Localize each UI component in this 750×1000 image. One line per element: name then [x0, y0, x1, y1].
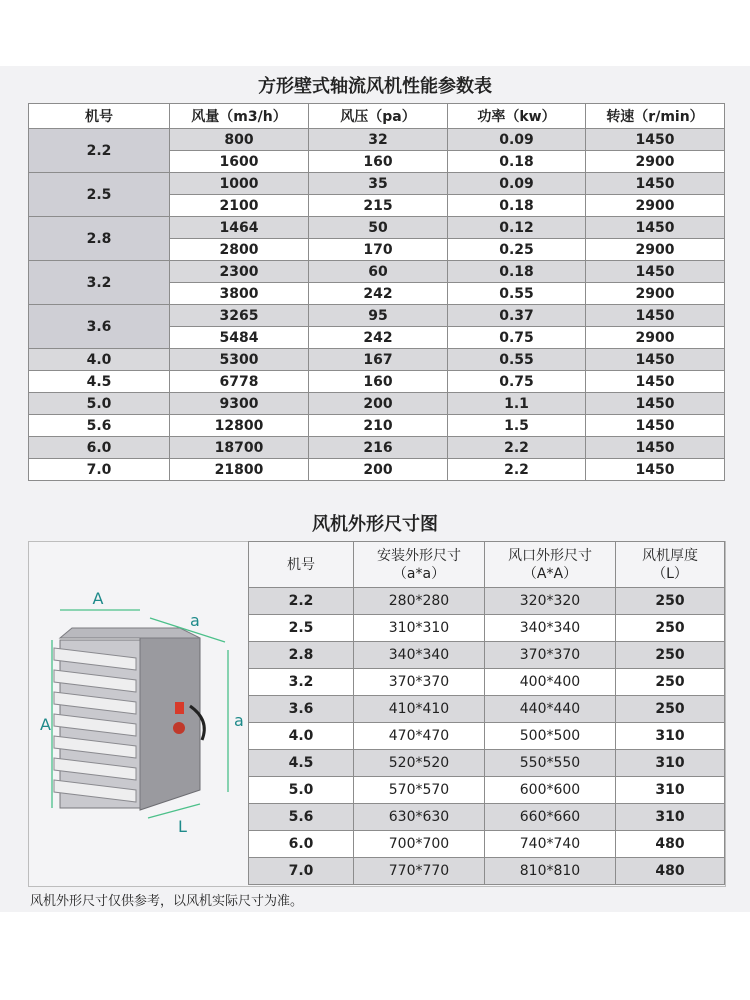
label-L: L — [178, 817, 187, 836]
table-cell: 12800 — [170, 415, 309, 437]
table-cell: 2.8 — [249, 642, 354, 669]
model-cell: 2.8 — [29, 217, 170, 261]
table-cell: 5.6 — [249, 804, 354, 831]
table-cell: 2100 — [170, 195, 309, 217]
table-cell: 600*600 — [485, 777, 616, 804]
table-cell: 250 — [616, 696, 725, 723]
table-row — [249, 750, 725, 777]
model-cell: 6.0 — [29, 437, 170, 459]
table-cell: 250 — [616, 588, 725, 615]
table-cell: 1450 — [586, 217, 725, 239]
dim-header-model: 机号 — [249, 542, 354, 588]
model-cell: 2.5 — [29, 173, 170, 217]
table-cell: 0.55 — [448, 283, 586, 305]
table-cell: 35 — [309, 173, 448, 195]
table-cell: 1.1 — [448, 393, 586, 415]
table-cell: 1000 — [170, 173, 309, 195]
table-row — [249, 723, 725, 750]
table-row — [29, 217, 725, 239]
model-cell: 3.6 — [29, 305, 170, 349]
table-cell: 1450 — [586, 261, 725, 283]
table-cell: 200 — [309, 459, 448, 481]
table-cell: 370*370 — [354, 669, 485, 696]
table-cell: 0.75 — [448, 371, 586, 393]
table-cell: 2.2 — [249, 588, 354, 615]
table-cell: 570*570 — [354, 777, 485, 804]
table-cell: 310*310 — [354, 615, 485, 642]
table-cell: 6.0 — [249, 831, 354, 858]
table-cell: 1450 — [586, 437, 725, 459]
table-cell: 340*340 — [485, 615, 616, 642]
header-model: 机号 — [29, 104, 170, 129]
table-cell: 9300 — [170, 393, 309, 415]
table-cell: 2900 — [586, 151, 725, 173]
header-pressure: 风压（pa） — [309, 104, 448, 129]
table-cell: 340*340 — [354, 642, 485, 669]
dim-header-thickness: 风机厚度 （L） — [616, 542, 725, 588]
model-cell: 3.2 — [29, 261, 170, 305]
table-cell: 18700 — [170, 437, 309, 459]
table-row — [249, 858, 725, 885]
fan-dimension-diagram — [40, 580, 250, 840]
table-cell: 1450 — [586, 305, 725, 327]
table-cell: 1450 — [586, 173, 725, 195]
performance-table-title: 方形壁式轴流风机性能参数表 — [258, 76, 492, 97]
table-cell: 770*770 — [354, 858, 485, 885]
table-cell: 310 — [616, 777, 725, 804]
table-cell: 215 — [309, 195, 448, 217]
table-row — [29, 459, 725, 481]
table-row — [29, 305, 725, 327]
table-cell: 3265 — [170, 305, 309, 327]
model-cell: 5.6 — [29, 415, 170, 437]
table-cell: 400*400 — [485, 669, 616, 696]
table-cell: 1450 — [586, 349, 725, 371]
table-cell: 60 — [309, 261, 448, 283]
dim-header-outlet-size: 风口外形尺寸 （A*A） — [485, 542, 616, 588]
table-cell: 21800 — [170, 459, 309, 481]
table-row — [29, 261, 725, 283]
table-cell: 5300 — [170, 349, 309, 371]
table-cell: 200 — [309, 393, 448, 415]
header-power: 功率（kw） — [448, 104, 586, 129]
model-cell: 5.0 — [29, 393, 170, 415]
table-row — [249, 588, 725, 615]
table-row — [29, 371, 725, 393]
table-cell: 4.5 — [249, 750, 354, 777]
table-cell: 250 — [616, 669, 725, 696]
table-cell: 1464 — [170, 217, 309, 239]
table-cell: 6778 — [170, 371, 309, 393]
model-cell: 4.0 — [29, 349, 170, 371]
table-cell: 2900 — [586, 283, 725, 305]
table-cell: 480 — [616, 858, 725, 885]
performance-table — [28, 103, 725, 481]
table-row — [29, 349, 725, 371]
table-row — [29, 129, 725, 151]
table-cell: 810*810 — [485, 858, 616, 885]
fan-housing-top — [60, 628, 200, 638]
table-cell: 160 — [309, 371, 448, 393]
table-cell: 3.2 — [249, 669, 354, 696]
table-cell: 2900 — [586, 195, 725, 217]
dimension-table — [248, 541, 725, 885]
table-cell: 500*500 — [485, 723, 616, 750]
table-cell: 95 — [309, 305, 448, 327]
table-cell: 5.0 — [249, 777, 354, 804]
table-cell: 0.37 — [448, 305, 586, 327]
table-cell: 2.2 — [448, 437, 586, 459]
table-cell: 1450 — [586, 129, 725, 151]
table-cell: 470*470 — [354, 723, 485, 750]
table-cell: 0.12 — [448, 217, 586, 239]
table-cell: 2800 — [170, 239, 309, 261]
footnote: 风机外形尺寸仅供参考，以风机实际尺寸为准。 — [30, 894, 304, 909]
table-cell: 32 — [309, 129, 448, 151]
dimension-section-title: 风机外形尺寸图 — [312, 514, 438, 535]
table-cell: 216 — [309, 437, 448, 459]
dimension-line-L — [148, 804, 200, 818]
dimension-table-body — [249, 588, 725, 885]
dimension-header-row — [249, 542, 725, 588]
model-cell: 4.5 — [29, 371, 170, 393]
table-cell: 0.25 — [448, 239, 586, 261]
fan-housing-side — [140, 638, 200, 810]
table-cell: 1450 — [586, 371, 725, 393]
table-cell: 167 — [309, 349, 448, 371]
table-cell: 2.5 — [249, 615, 354, 642]
table-cell: 7.0 — [249, 858, 354, 885]
table-cell: 2900 — [586, 327, 725, 349]
table-row — [29, 393, 725, 415]
table-cell: 242 — [309, 327, 448, 349]
header-speed: 转速（r/min） — [586, 104, 725, 129]
table-row — [29, 415, 725, 437]
table-row — [249, 615, 725, 642]
table-cell: 310 — [616, 804, 725, 831]
table-row — [29, 173, 725, 195]
table-cell: 242 — [309, 283, 448, 305]
performance-table-body — [29, 129, 725, 481]
table-cell: 0.75 — [448, 327, 586, 349]
table-cell: 5484 — [170, 327, 309, 349]
table-row — [249, 669, 725, 696]
table-cell: 3800 — [170, 283, 309, 305]
dim-header-install-size: 安装外形尺寸 （a*a） — [354, 542, 485, 588]
table-cell: 310 — [616, 750, 725, 777]
table-cell: 280*280 — [354, 588, 485, 615]
model-cell: 7.0 — [29, 459, 170, 481]
table-cell: 800 — [170, 129, 309, 151]
label-A-top: A — [92, 589, 104, 608]
table-cell: 1450 — [586, 393, 725, 415]
table-cell: 310 — [616, 723, 725, 750]
table-cell: 2300 — [170, 261, 309, 283]
table-cell: 410*410 — [354, 696, 485, 723]
table-row — [249, 696, 725, 723]
table-cell: 170 — [309, 239, 448, 261]
table-cell: 4.0 — [249, 723, 354, 750]
table-cell: 0.18 — [448, 195, 586, 217]
switch-icon — [175, 702, 184, 714]
table-cell: 370*370 — [485, 642, 616, 669]
table-row — [29, 437, 725, 459]
header-airflow: 风量（m3/h） — [170, 104, 309, 129]
table-cell: 520*520 — [354, 750, 485, 777]
table-cell: 480 — [616, 831, 725, 858]
table-cell: 660*660 — [485, 804, 616, 831]
table-cell: 3.6 — [249, 696, 354, 723]
label-a-top: a — [190, 611, 200, 630]
table-cell: 250 — [616, 615, 725, 642]
table-cell: 1600 — [170, 151, 309, 173]
table-cell: 1.5 — [448, 415, 586, 437]
table-cell: 250 — [616, 642, 725, 669]
table-cell: 0.09 — [448, 173, 586, 195]
label-A-side: A — [40, 715, 51, 734]
table-cell: 320*320 — [485, 588, 616, 615]
label-a-side: a — [234, 711, 244, 730]
table-row — [249, 804, 725, 831]
table-cell: 1450 — [586, 415, 725, 437]
table-cell: 630*630 — [354, 804, 485, 831]
table-row — [249, 831, 725, 858]
table-cell: 440*440 — [485, 696, 616, 723]
model-cell: 2.2 — [29, 129, 170, 173]
table-cell: 160 — [309, 151, 448, 173]
table-cell: 700*700 — [354, 831, 485, 858]
table-cell: 740*740 — [485, 831, 616, 858]
performance-header-row — [29, 104, 725, 129]
table-cell: 0.09 — [448, 129, 586, 151]
terminal-icon — [173, 722, 185, 734]
table-cell: 210 — [309, 415, 448, 437]
table-row — [249, 642, 725, 669]
table-cell: 2.2 — [448, 459, 586, 481]
table-cell: 0.55 — [448, 349, 586, 371]
table-row — [249, 777, 725, 804]
table-cell: 0.18 — [448, 151, 586, 173]
table-cell: 2900 — [586, 239, 725, 261]
table-cell: 0.18 — [448, 261, 586, 283]
table-cell: 550*550 — [485, 750, 616, 777]
table-cell: 1450 — [586, 459, 725, 481]
table-cell: 50 — [309, 217, 448, 239]
